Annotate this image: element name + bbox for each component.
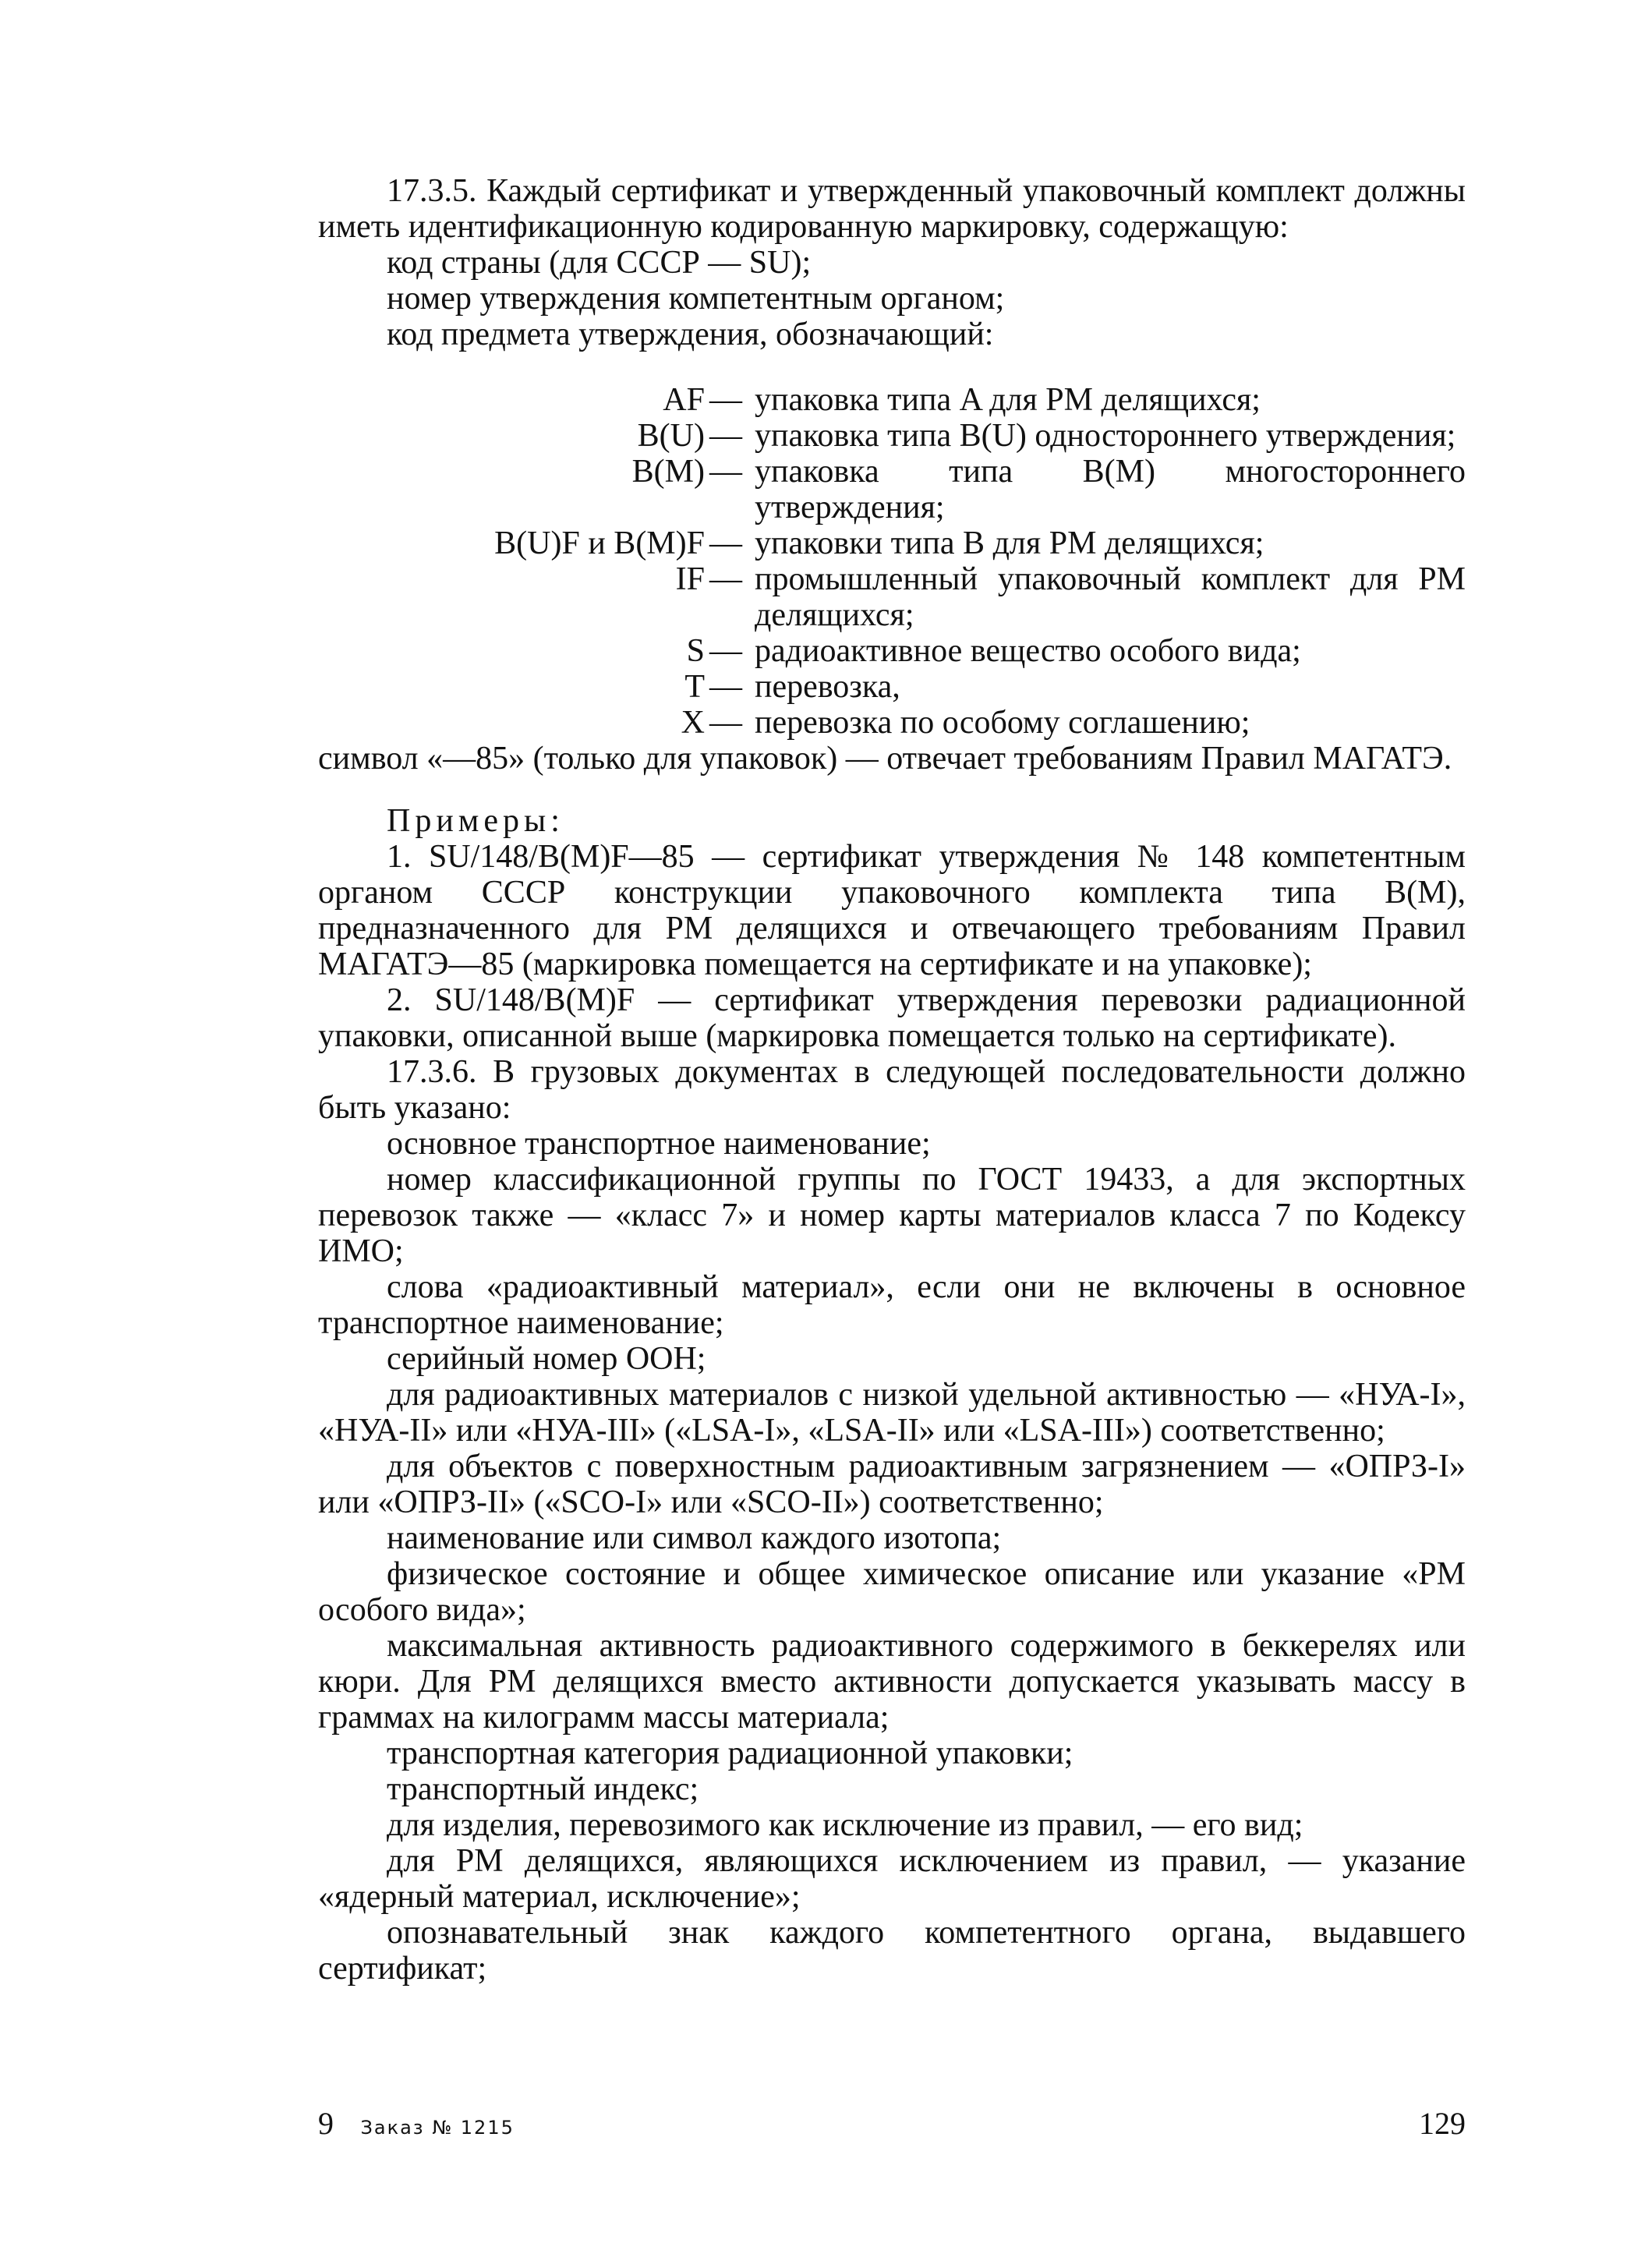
- code-row: [318, 418, 1466, 454]
- code-key: T —: [684, 669, 742, 705]
- doc-item: для изделия, перевозимого как исключение из правил, — его вид;: [387, 1807, 1303, 1843]
- code-row: [318, 382, 1466, 418]
- code-row: [318, 525, 1466, 561]
- code-key: X —: [681, 705, 742, 741]
- doc-item: наименование или символ каждого изотопа;: [387, 1520, 1002, 1556]
- order-number: Заказ № 1215: [360, 2117, 515, 2139]
- paragraph-symbol-85: символ «—85» (только для упаковок) — отвечает требованиям Правил МАГАТЭ.: [318, 741, 1452, 777]
- list-item-country-code: код страны (для СССР — SU);: [387, 245, 812, 281]
- doc-item: транспортная категория радиационной упаковки;: [387, 1735, 1073, 1771]
- doc-item: опознавательный знак каждого компетентного органа, выдавшего сертификат;: [318, 1915, 1466, 1987]
- code-row: [318, 669, 1466, 705]
- code-key: IF —: [675, 561, 742, 597]
- code-value: упаковка типа B(M) многостороннего утверждения;: [755, 454, 1466, 525]
- code-list: [318, 382, 1466, 741]
- paragraph-17-3-5: 17.3.5. Каждый сертификат и утвержденный упаковочный комплект должны иметь идентификационную кодированную маркировку, содержащую:: [318, 173, 1466, 245]
- example-2: 2. SU/148/B(M)F — сертификат утверждения перевозки радиационной упаковки, описанной выше (маркировка помещается только на сертификате).: [318, 982, 1466, 1054]
- doc-item: максимальная активность радиоактивного содержимого в беккерелях или кюри. Для РМ делящихся вместо активности допускается указывать массу в граммах на килограмм массы материала;: [318, 1628, 1466, 1735]
- paragraph-17-3-6: 17.3.6. В грузовых документах в следующей последовательности должно быть указано:: [318, 1054, 1466, 1126]
- doc-item: транспортный индекс;: [387, 1771, 699, 1807]
- doc-item: основное транспортное наименование;: [387, 1126, 931, 1162]
- example-1: 1. SU/148/B(M)F—85 — сертификат утверждения № 148 компетентным органом СССР конструкции упаковочного комплекта типа B(M), предназначенного для РМ делящихся и отвечающего требованиям Правил МАГАТЭ—85 (маркировка помещается на сертификате и на упаковке);: [318, 839, 1466, 982]
- doc-item: серийный номер ООН;: [387, 1341, 706, 1377]
- code-value: упаковки типа B для РМ делящихся;: [755, 525, 1264, 561]
- doc-item: номер классификационной группы по ГОСТ 19433, а для экспортных перевозок также — «класс 7» и номер карты материалов класса 7 по Кодексу ИМО;: [318, 1162, 1466, 1269]
- code-row: [318, 705, 1466, 741]
- code-row: [318, 561, 1466, 633]
- page-number: 129: [1419, 2106, 1466, 2141]
- code-row: [318, 633, 1466, 669]
- code-value: радиоактивное вещество особого вида;: [755, 633, 1301, 669]
- doc-item: для радиоактивных материалов с низкой удельной активностью — «НУА-I», «НУА-II» или «НУА-III» («LSA-I», «LSA-II» или «LSA-III») соответственно;: [318, 1377, 1466, 1449]
- list-item-approval-number: номер утверждения компетентным органом;: [387, 281, 1005, 317]
- code-key: S —: [686, 633, 742, 669]
- doc-item: для объектов с поверхностным радиоактивным загрязнением — «ОПРЗ-I» или «ОПРЗ-II» («SCO-I» или «SCO-II») соответственно;: [318, 1449, 1466, 1520]
- code-key: B(M) —: [631, 454, 742, 490]
- sheet-number: 9: [318, 2106, 334, 2141]
- code-value: перевозка по особому соглашению;: [755, 705, 1250, 741]
- doc-item: физическое состояние и общее химическое описание или указание «РМ особого вида»;: [318, 1556, 1466, 1628]
- footer-left: [318, 2105, 515, 2142]
- list-item-subject-code: код предмета утверждения, обозначающий:: [387, 317, 994, 352]
- code-key: AF —: [663, 382, 742, 418]
- code-key: B(U) —: [637, 418, 742, 454]
- doc-item: для РМ делящихся, являющихся исключением из правил, — указание «ядерный материал, исключение»;: [318, 1843, 1466, 1915]
- code-value: перевозка,: [755, 669, 900, 705]
- examples-heading: Примеры:: [387, 803, 564, 839]
- code-value: упаковка типа A для РМ делящихся;: [755, 382, 1261, 418]
- code-value: промышленный упаковочный комплект для РМ делящихся;: [755, 561, 1466, 633]
- code-value: упаковка типа B(U) одностороннего утверждения;: [755, 418, 1456, 454]
- code-key: B(U)F и B(M)F —: [494, 525, 742, 561]
- code-row: [318, 454, 1466, 525]
- doc-item: слова «радиоактивный материал», если они не включены в основное транспортное наименование;: [318, 1269, 1466, 1341]
- document-page: [318, 173, 1466, 1987]
